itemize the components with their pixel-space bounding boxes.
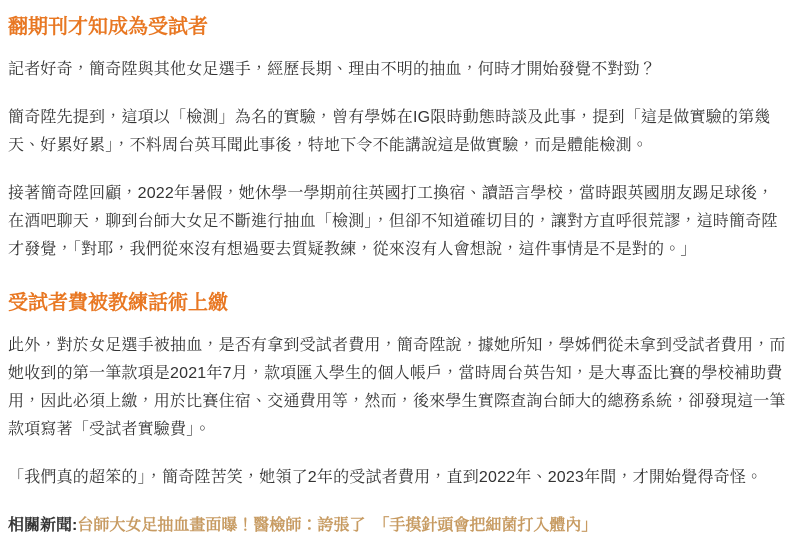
paragraph: 此外，對於女足選手被抽血，是否有拿到受試者費用，簡奇陞說，據她所知，學姊們從未拿到受試者費用，而她收到的第一筆款項是2021年7月，款項匯入學生的個人帳戶，當時周台英告知，是大專盃比賽的學校補助費用，因此必須上繳，用於比賽住宿、交通費用等，然而，後來學生實際查詢台師大的總務系統，卻發現這一筆款項寫著「受試者實驗費」。: [8, 337, 786, 438]
paragraph: 簡奇陞先提到，這項以「檢測」為名的實驗，曾有學姊在IG限時動態時談及此事，提到「這是做實驗的第幾天、好累好累」，不料周台英耳聞此事後，特地下令不能講說這是做實驗，而是體能檢測。: [8, 109, 771, 154]
paragraph: 記者好奇，簡奇陞與其他女足選手，經歷長期、理由不明的抽血，何時才開始發覺不對勁？: [8, 61, 657, 78]
section-heading-1: 翻期刊才知成為受試者: [8, 16, 208, 38]
related-news-label: 相關新聞:: [8, 517, 78, 534]
article-section-1: [8, 14, 786, 264]
paragraph: 接著簡奇陞回顧，2022年暑假，她休學一學期前往英國打工換宿、讀語言學校，當時跟英國朋友踢足球後，在酒吧聊天，聊到台師大女足不斷進行抽血「檢測」，但卻不知道確切目的，讓對方直呼很荒謬，這時簡奇陞才發覺，「對耶，我們從來沒有想過要去質疑教練，從來沒有人會想說，這件事情是不是對的。」: [8, 185, 778, 258]
related-news-row: [8, 512, 786, 540]
article-section-2: [8, 290, 786, 492]
related-news-link[interactable]: 台師大女足抽血畫面曝！醫檢師：誇張了 「手摸針頭會把細菌打入體內」: [77, 517, 598, 534]
paragraph: 「我們真的超笨的」，簡奇陞苦笑，她領了2年的受試者費用，直到2022年、2023年間，才開始覺得奇怪。: [8, 469, 763, 486]
section-heading-2: 受試者費被教練話術上繳: [8, 292, 228, 314]
